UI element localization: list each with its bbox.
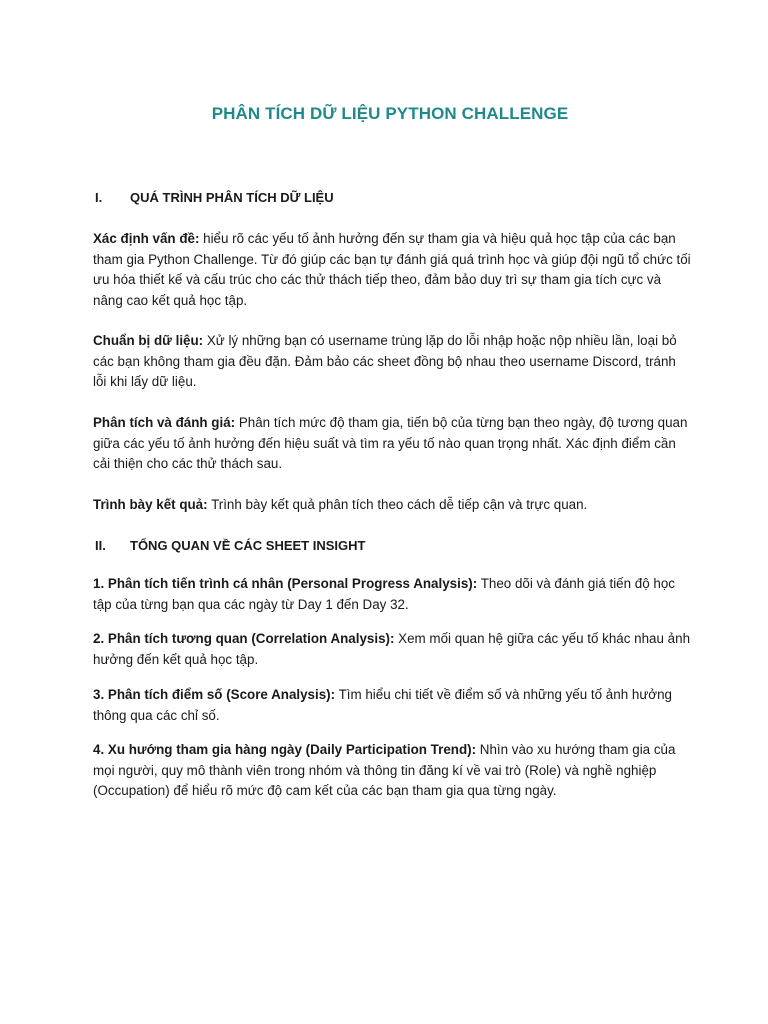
- paragraph-label: Xác định vấn đề:: [93, 231, 200, 246]
- section-1-title: QUÁ TRÌNH PHÂN TÍCH DỮ LIỆU: [130, 190, 334, 205]
- section-2-heading: [95, 538, 365, 553]
- document-title: PHÂN TÍCH DỮ LIỆU PYTHON CHALLENGE: [211, 104, 569, 123]
- section-2-title: TỔNG QUAN VỀ CÁC SHEET INSIGHT: [130, 538, 366, 553]
- paragraph-text: Trình bày kết quả phân tích theo cách dễ tiếp cận và trực quan.: [207, 497, 588, 512]
- paragraph-text: Tìm hiểu chi tiết về điểm số và những yếu tố ảnh hưởng thông qua các chỉ số.: [93, 687, 672, 723]
- paragraph-correlation: [93, 629, 691, 670]
- paragraph-present-results: [93, 495, 691, 516]
- paragraph-text: hiểu rõ các yếu tố ảnh hưởng đến sự tham gia và hiệu quả học tập của các bạn tham gia Python Challenge. Từ đó giúp các bạn tự đánh giá quá trình học và giúp đội ngũ tổ chức tối ưu hóa thiết kế và cấu trúc cho các thử thách tiếp theo, đảm bảo duy trì sự tham gia tích cực và nâng cao kết quả học tập.: [93, 231, 691, 308]
- paragraph-label: Trình bày kết quả:: [93, 497, 208, 512]
- paragraph-personal-progress: [93, 574, 691, 615]
- paragraph-text: Xử lý những bạn có username trùng lặp do lỗi nhập hoặc nộp nhiều lần, loại bỏ các bạn không tham gia đều đặn. Đảm bảo các sheet đồng bộ nhau theo username Discord, tránh lỗi khi lấy dữ liệu.: [93, 333, 677, 390]
- paragraph-text: Nhìn vào xu hướng tham gia của mọi người, quy mô thành viên trong nhóm và thông tin đăng kí về vai trò (Role) và nghề nghiệp (Occupation) để hiểu rõ mức độ cam kết của các bạn tham gia qua từng ngày.: [93, 742, 676, 799]
- paragraph-prepare-data: [93, 331, 691, 393]
- paragraph-daily-participation: [93, 740, 691, 802]
- paragraph-label: Phân tích và đánh giá:: [93, 415, 236, 430]
- paragraph-text: Phân tích mức độ tham gia, tiến bộ của từng bạn theo ngày, độ tương quan giữa các yếu tố ảnh hưởng đến hiệu suất và tìm ra yếu tố nào quan trọng nhất. Xác định điểm cần cải thiện cho các thử thách sau.: [93, 415, 688, 472]
- paragraph-analyze-evaluate: [93, 413, 691, 475]
- paragraph-label: 4. Xu hướng tham gia hàng ngày (Daily Participation Trend):: [93, 742, 477, 757]
- section-2-number: II.: [95, 538, 106, 553]
- section-1-number: I.: [95, 190, 103, 205]
- paragraph-label: 1. Phân tích tiến trình cá nhân (Personal Progress Analysis):: [93, 576, 478, 591]
- paragraph-score-analysis: [93, 685, 691, 726]
- paragraph-text: Theo dõi và đánh giá tiến độ học tập của từng bạn qua các ngày từ Day 1 đến Day 32.: [93, 576, 676, 612]
- paragraph-text: Xem mối quan hệ giữa các yếu tố khác nhau ảnh hưởng đến kết quả học tập.: [93, 631, 691, 667]
- paragraph-label: 2. Phân tích tương quan (Correlation Analysis):: [93, 631, 395, 646]
- paragraph-define-problem: [93, 229, 691, 311]
- section-1-heading: [95, 190, 334, 205]
- paragraph-label: Chuẩn bị dữ liệu:: [93, 333, 204, 348]
- paragraph-label: 3. Phân tích điểm số (Score Analysis):: [93, 687, 336, 702]
